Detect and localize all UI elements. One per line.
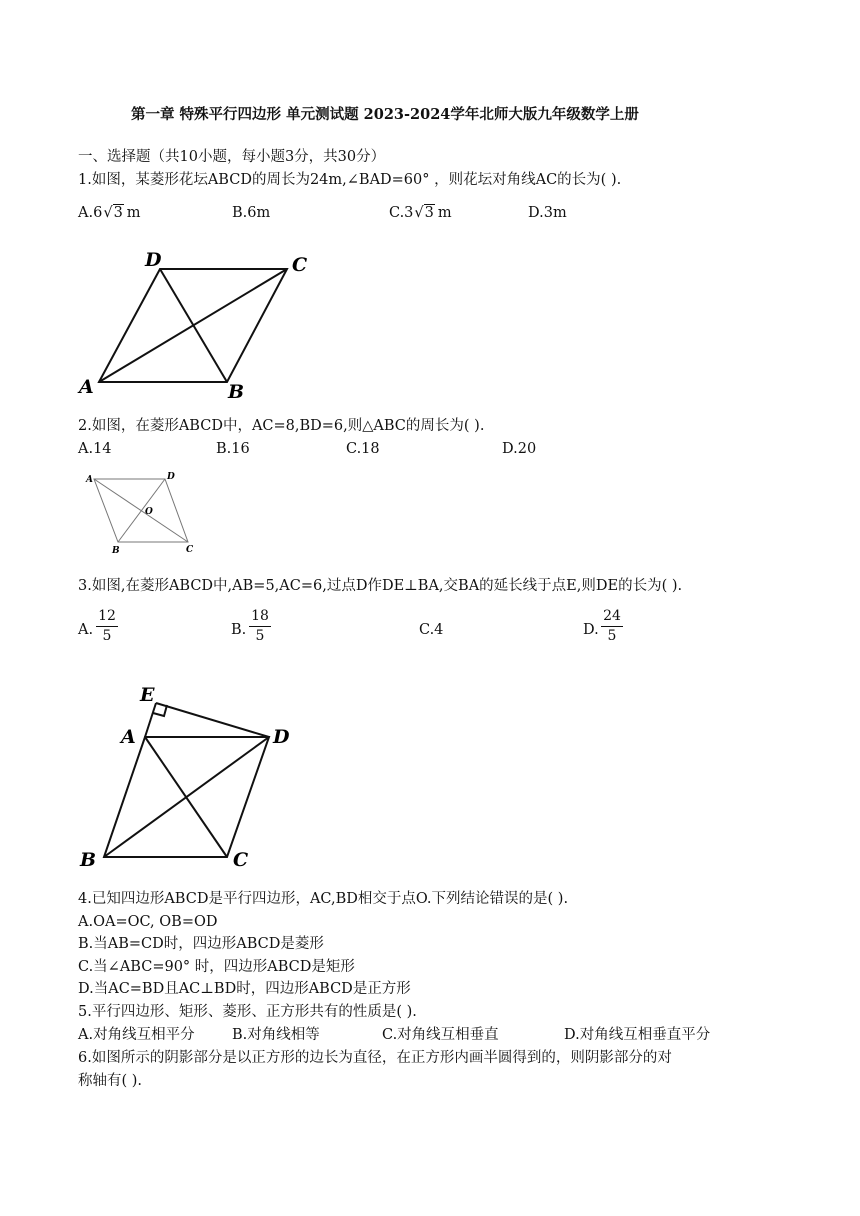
fig2-label-d: D [167, 472, 175, 482]
fig3-label-d: D [273, 726, 290, 748]
fraction-denominator: 5 [255, 628, 265, 644]
question-4-option-a: A.OA=OC, OB=OD [78, 914, 218, 930]
question-2-option-a: A.14 [78, 441, 112, 457]
fig1-label-c: C [292, 254, 308, 276]
option-a-radicand: 3 [113, 205, 123, 221]
fig1-label-a: A [79, 376, 94, 398]
fig2-label-a: A [86, 475, 93, 485]
question-6-stem-line-2: 称轴有( ). [78, 1073, 143, 1089]
fig1-label-d: D [145, 249, 162, 271]
question-4-option-d: D.当AC=BD且AC⊥BD时，四边形ABCD是正方形 [78, 981, 411, 997]
fig3-label-c: C [233, 849, 249, 871]
fig3-label-a: A [121, 726, 136, 748]
option-c-unit: m [437, 205, 452, 221]
question-1-option-b: B.6m [232, 205, 271, 221]
fig3-label-e: E [140, 684, 155, 706]
question-1-option-c: C.3√3 m [389, 205, 452, 221]
fig2-label-b: B [112, 546, 120, 556]
option-a-coef: A.6 [78, 205, 103, 221]
question-2-option-b: B.16 [216, 441, 250, 457]
question-5-option-a: A.对角线互相平分 [78, 1027, 195, 1043]
page-title: 第一章 特殊平行四边形 单元测试题 2023-2024学年北师大版九年级数学上册 [131, 106, 639, 123]
question-2-stem: 2.如图，在菱形ABCD中，AC=8,BD=6,则△ABC的周长为( ). [78, 418, 485, 434]
question-2-option-c: C.18 [346, 441, 380, 457]
fig2-label-o: O [145, 507, 153, 517]
question-3-option-c: C.4 [419, 622, 444, 638]
question-5-option-b: B.对角线相等 [232, 1027, 320, 1043]
fig2-label-c: C [186, 545, 194, 555]
question-5-stem: 5.平行四边形、矩形、菱形、正方形共有的性质是( ). [78, 1004, 417, 1020]
fig3-label-b: B [80, 849, 97, 871]
question-1-option-d: D.3m [528, 205, 567, 221]
question-3-stem: 3.如图,在菱形ABCD中,AB=5,AC=6,过点D作DE⊥BA,交BA的延长线于点E,则DE的长为( ). [78, 578, 683, 594]
question-1-option-a: A.6√3 m [78, 205, 141, 221]
option-a-unit: m [126, 205, 141, 221]
question-3-option-b-label: B. [231, 622, 247, 638]
fraction-numerator: 24 [603, 608, 621, 624]
section-header: 一、选择题（共10小题，每小题3分，共30分） [78, 149, 386, 165]
option-c-coef: C.3 [389, 205, 414, 221]
fraction-denominator: 5 [607, 628, 617, 644]
question-4-stem: 4.已知四边形ABCD是平行四边形，AC,BD相交于点O.下列结论错误的是( ). [78, 891, 569, 907]
question-3-option-d-label: D. [583, 622, 599, 638]
fraction-numerator: 18 [251, 608, 269, 624]
option-c-radicand: 3 [424, 205, 434, 221]
question-3-option-a-label: A. [78, 622, 94, 638]
question-6-stem-line-1: 6.如图所示的阴影部分是以正方形的边长为直径，在正方形内画半圆得到的，则阴影部分的对 [78, 1050, 672, 1066]
question-5-option-c: C.对角线互相垂直 [382, 1027, 499, 1043]
question-1-stem: 1.如图，某菱形花坛ABCD的周长为24m,∠BAD=60° ，则花坛对角线AC的长为( ). [78, 172, 622, 188]
fraction-denominator: 5 [102, 628, 112, 644]
question-2-option-d: D.20 [502, 441, 537, 457]
question-5-option-d: D.对角线互相垂直平分 [564, 1027, 711, 1043]
fig1-label-b: B [228, 381, 245, 403]
fraction-numerator: 12 [98, 608, 116, 624]
question-4-option-c: C.当∠ABC=90° 时，四边形ABCD是矩形 [78, 959, 355, 975]
question-4-option-b: B.当AB=CD时，四边形ABCD是菱形 [78, 936, 324, 952]
